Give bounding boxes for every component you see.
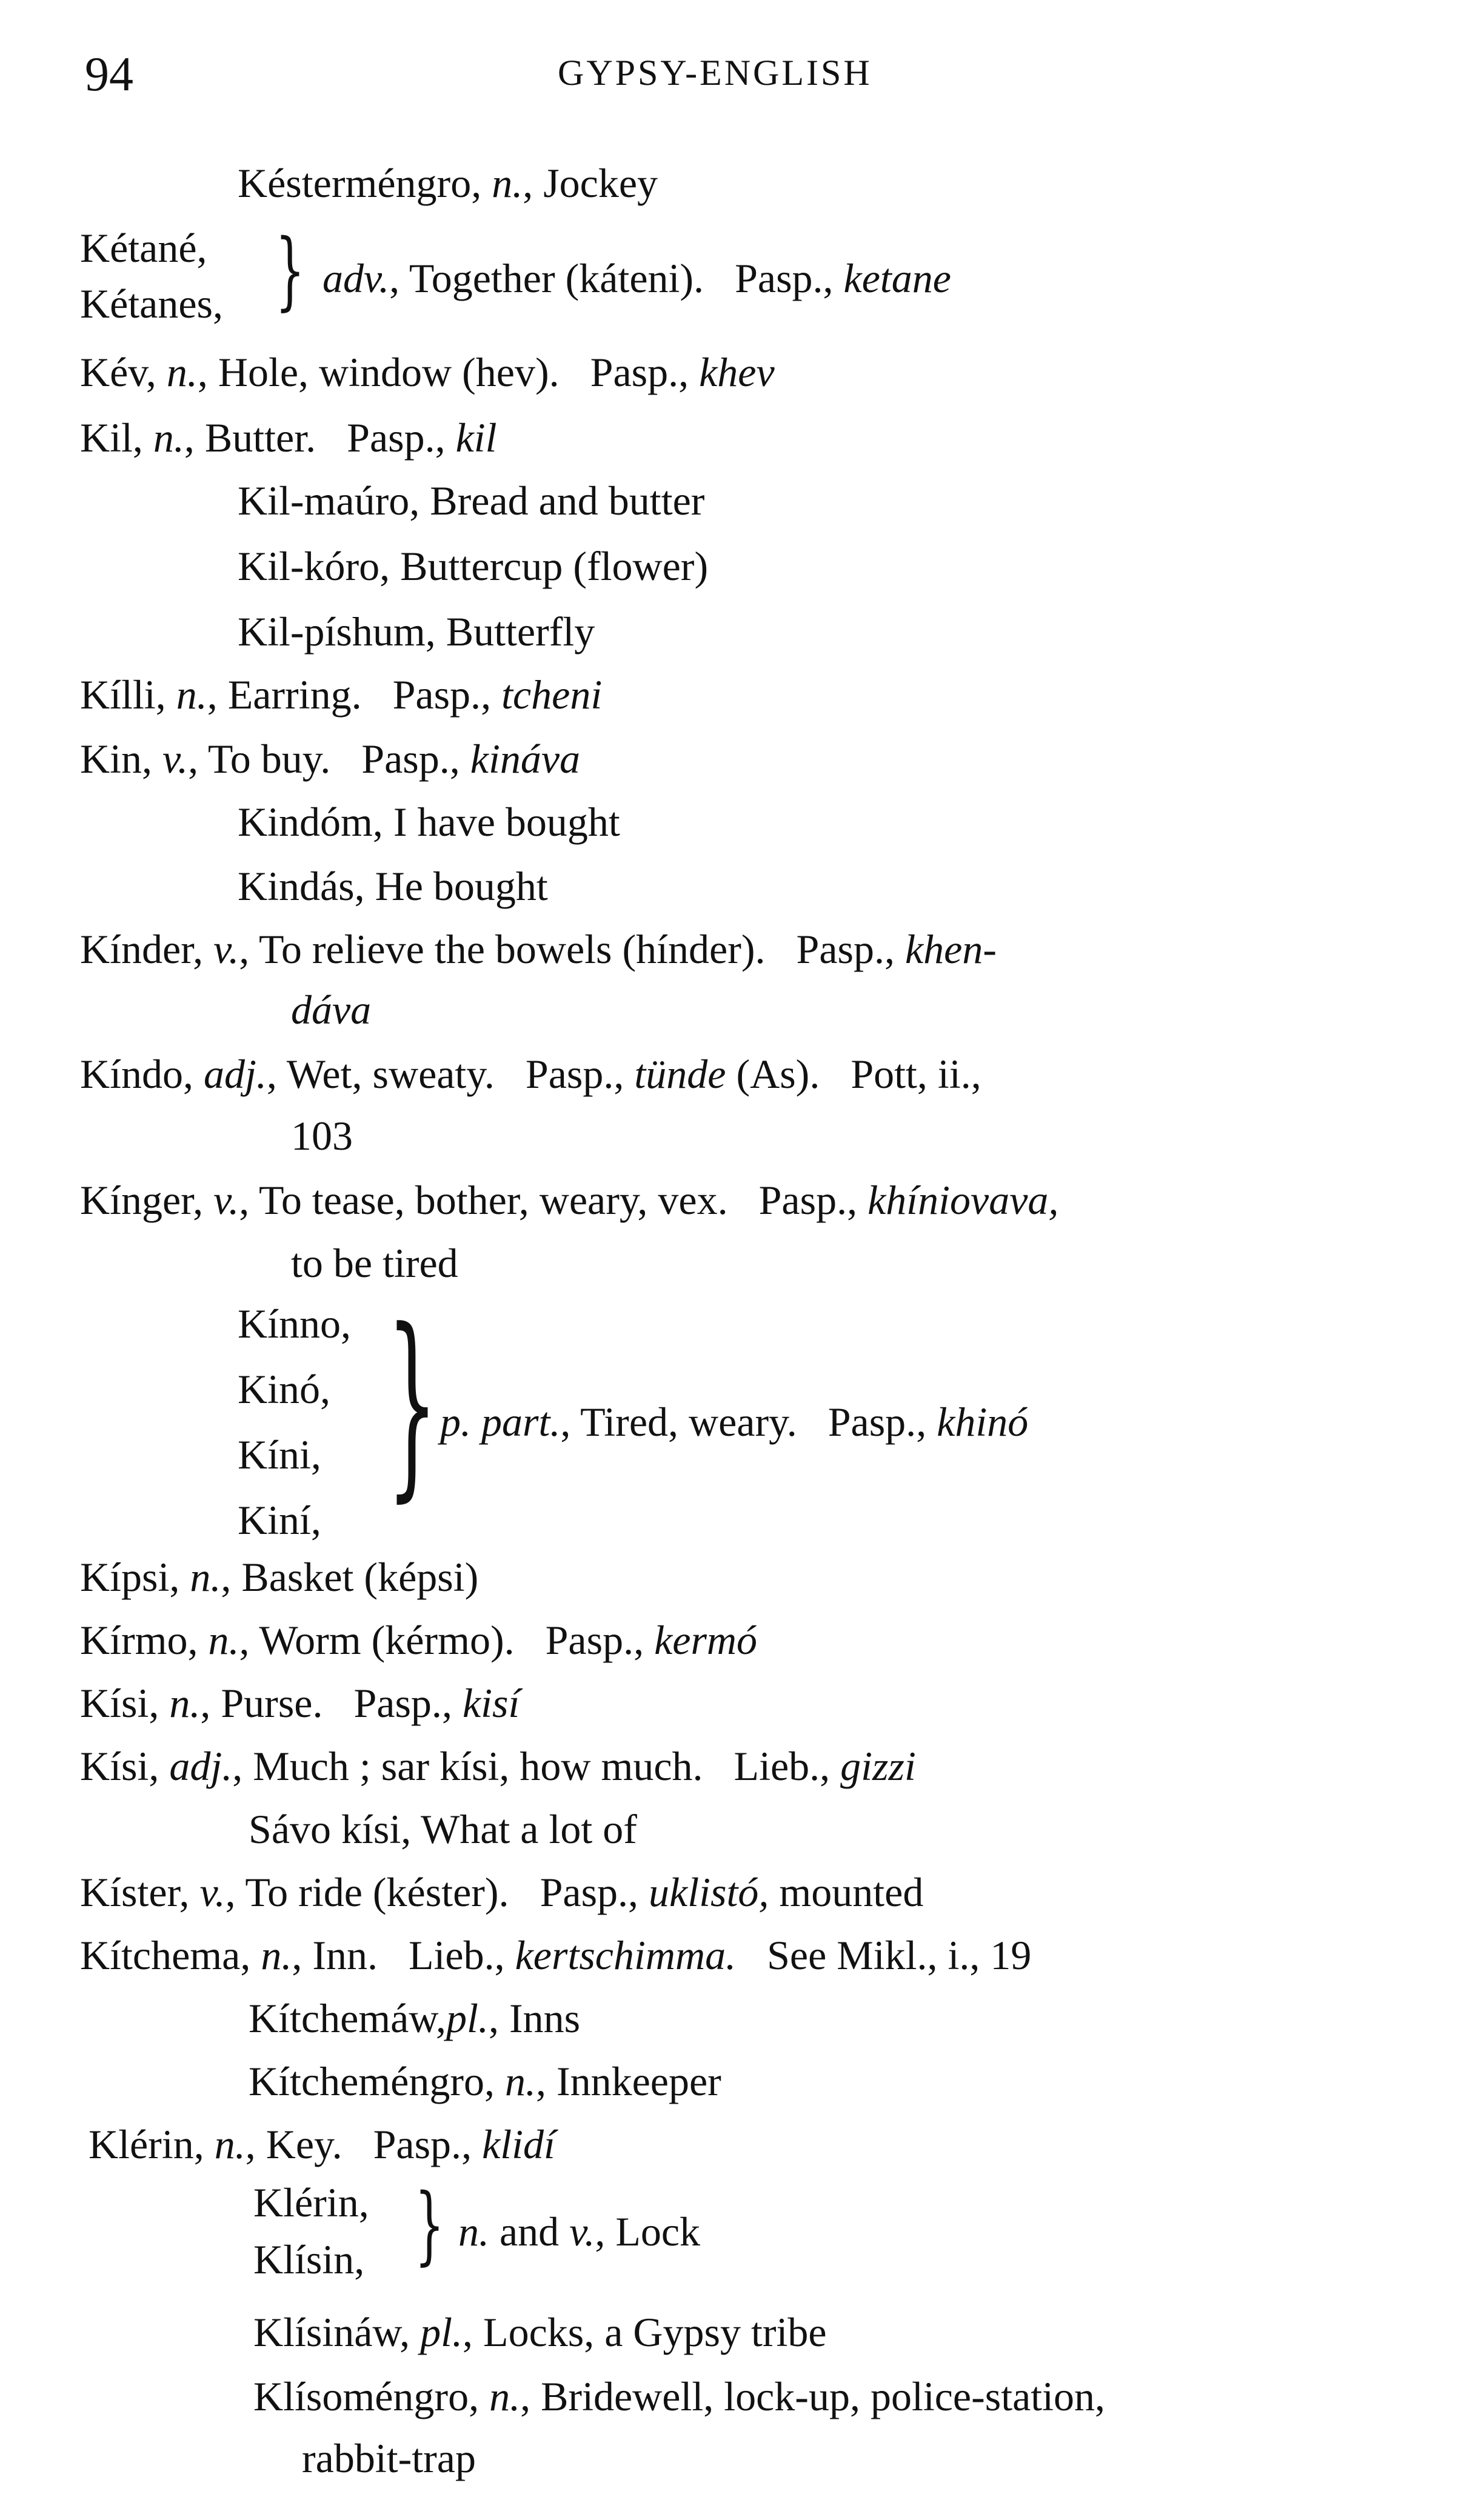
part-of-speech: n.	[492, 160, 523, 206]
entry-kindo-continued: 103	[291, 1113, 353, 1159]
entry-kisi-adjective: Kísi, adj., Much ; sar kísi, how much. Lieb., gizzi	[80, 1743, 916, 1789]
headword: Kétané,	[80, 225, 207, 271]
brace-icon: }	[415, 2176, 444, 2275]
entry-kinger-continued: to be tired	[291, 1240, 458, 1286]
entry-kil: Kil, n., Butter. Pasp., kil	[80, 415, 497, 461]
entry-kisi-noun: Kísi, n., Purse. Pasp., kisí	[80, 1680, 520, 1726]
headword: Kétanes,	[80, 281, 224, 327]
entry-kirmo: Kírmo, n., Worm (kérmo). Pasp., kermó	[80, 1617, 758, 1663]
entry-kitchema: Kítchema, n., Inn. Lieb., kertschimma. See Mikl., i., 19	[80, 1932, 1032, 1978]
group-definition: p. part., Tired, weary. Pasp., khinó	[440, 1399, 1029, 1445]
entry-kindo: Kíndo, adj., Wet, sweaty. Pasp., tünde (As). Pott, ii.,	[80, 1051, 981, 1097]
definition: Jockey	[543, 160, 658, 206]
brace-icon: }	[275, 221, 305, 320]
headword: Klísin,	[253, 2236, 365, 2282]
headword: Kinó,	[238, 1366, 330, 1412]
headword: Klérin,	[253, 2179, 369, 2225]
subentry-kil-mauro: Kil-maúro, Bread and butter	[238, 478, 705, 524]
entry-kestermengro: Késterméngro, n., Jockey	[238, 160, 658, 206]
subentry-kindom: Kindóm, I have bought	[238, 799, 620, 845]
headword: Kíni,	[238, 1432, 321, 1478]
entry-kinger: Kínger, v., To tease, bother, weary, vex. Pasp., khíniovava,	[80, 1177, 1059, 1223]
entry-kev: Kév, n., Hole, window (hev). Pasp., khev	[80, 349, 775, 395]
running-head: GYPSY-ENGLISH	[558, 53, 872, 93]
headword: Késterméngro	[238, 160, 472, 206]
entry-kin: Kin, v., To buy. Pasp., kináva	[80, 736, 581, 782]
headword: Kiní,	[238, 1497, 321, 1543]
group-definition: adv., Together (káteni). Pasp., ketane	[323, 255, 951, 301]
headword: Kínno,	[238, 1301, 351, 1347]
page-number: 94	[85, 48, 133, 101]
group-definition: n. and v., Lock	[458, 2208, 701, 2255]
subentry-kitchemaw: Kítchemáw,pl., Inns	[249, 1995, 581, 2041]
subentry-klisomengro: Klísoméngro, n., Bridewell, lock-up, police-station,	[253, 2373, 1106, 2419]
entry-kinder: Kínder, v., To relieve the bowels (hínder). Pasp., khen-	[80, 926, 997, 972]
subentry-kil-koro: Kil-kóro, Buttercup (flower)	[238, 543, 709, 589]
subentry-klisomengro-continued: rabbit-trap	[302, 2435, 476, 2481]
brace-icon: }	[387, 1287, 438, 1519]
entry-kinder-continued: dáva	[291, 987, 372, 1033]
subentry-klisinaw: Klísináw, pl., Locks, a Gypsy tribe	[253, 2309, 827, 2355]
entry-klerin: Klérin, n., Key. Pasp., klidí	[89, 2121, 555, 2167]
subentry-savo-kisi: Sávo kísi, What a lot of	[249, 1806, 637, 1852]
entry-killi: Kílli, n., Earring. Pasp., tcheni	[80, 672, 603, 718]
subentry-kil-pishum: Kil-píshum, Butterfly	[238, 608, 595, 655]
entry-kister: Kíster, v., To ride (késter). Pasp., uklistó, mounted	[80, 1869, 924, 1915]
subentry-kindas: Kindás, He bought	[238, 863, 548, 909]
subentry-kitchemengro: Kítcheméngro, n., Innkeeper	[249, 2058, 721, 2104]
entry-kipsi: Kípsi, n., Basket (képsi)	[80, 1554, 479, 1600]
